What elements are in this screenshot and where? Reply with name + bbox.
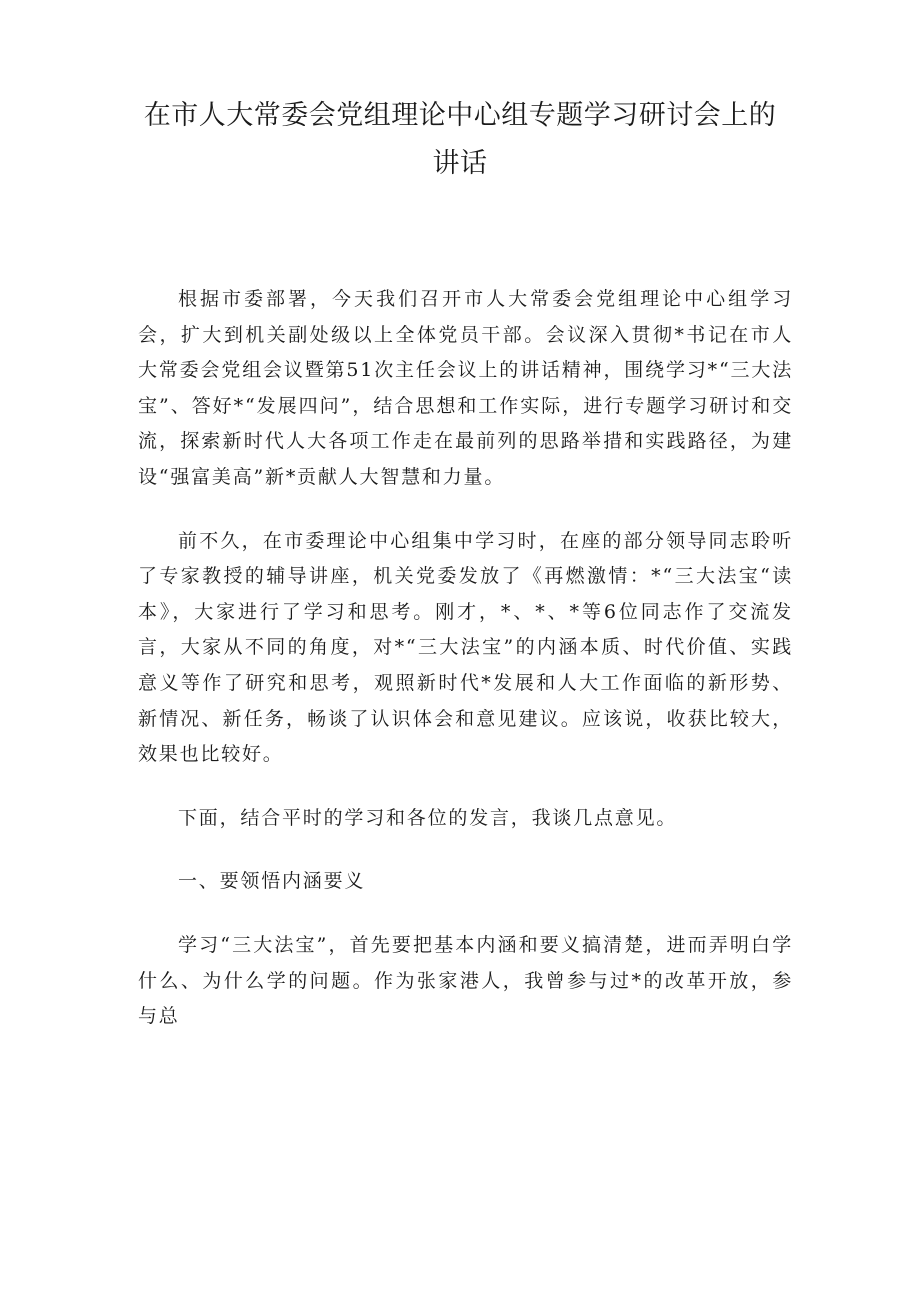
title-line-2: 讲话 — [432, 148, 488, 179]
paragraph-section-1: 学习“三大法宝”，首先要把基本内涵和要义搞清楚，进而弄明白学什么、为什么学的问题。作为张家港人，我曾参与过*的改革开放，参与总 — [138, 933, 793, 1028]
document-title — [120, 92, 800, 188]
paragraph-transition: 下面，结合平时的学习和各位的发言，我谈几点意见。 — [178, 806, 678, 829]
paragraph-intro: 根据市委部署，今天我们召开市人大常委会党组理论中心组学习会，扩大到机关副处级以上全体党员干部。会议深入贯彻*书记在市人大常委会党组会议暨第51次主任会议上的讲话精神，围绕学习*“三大法宝”、答好*“发展四问”，结合思想和工作实际，进行专题学习研讨和交流，探索新时代人大各项工作走在最前列的思路举措和实践路径，为建设“强富美高”新*贡献人大智慧和力量。 — [138, 288, 793, 488]
section-heading-1: 一、要领悟内涵要义 — [178, 870, 366, 893]
document-body — [138, 282, 793, 1035]
title-line-1: 在市人大常委会党组理论中心组专题学习研讨会上的 — [143, 100, 777, 131]
paragraph-background: 前不久，在市委理论中心组集中学习时，在座的部分领导同志聆听了专家教授的辅导讲座，机关党委发放了《再燃激情：*“三大法宝“读本》，大家进行了学习和思考。刚才，*、*、*等6位同志作了交流发言，大家从不同的角度，对*“三大法宝”的内涵本质、时代价值、实践意义等作了研究和思考，观照新时代*发展和人大工作面临的新形势、新情况、新任务，畅谈了认识体会和意见建议。应该说，收获比较大，效果也比较好。 — [138, 529, 793, 766]
